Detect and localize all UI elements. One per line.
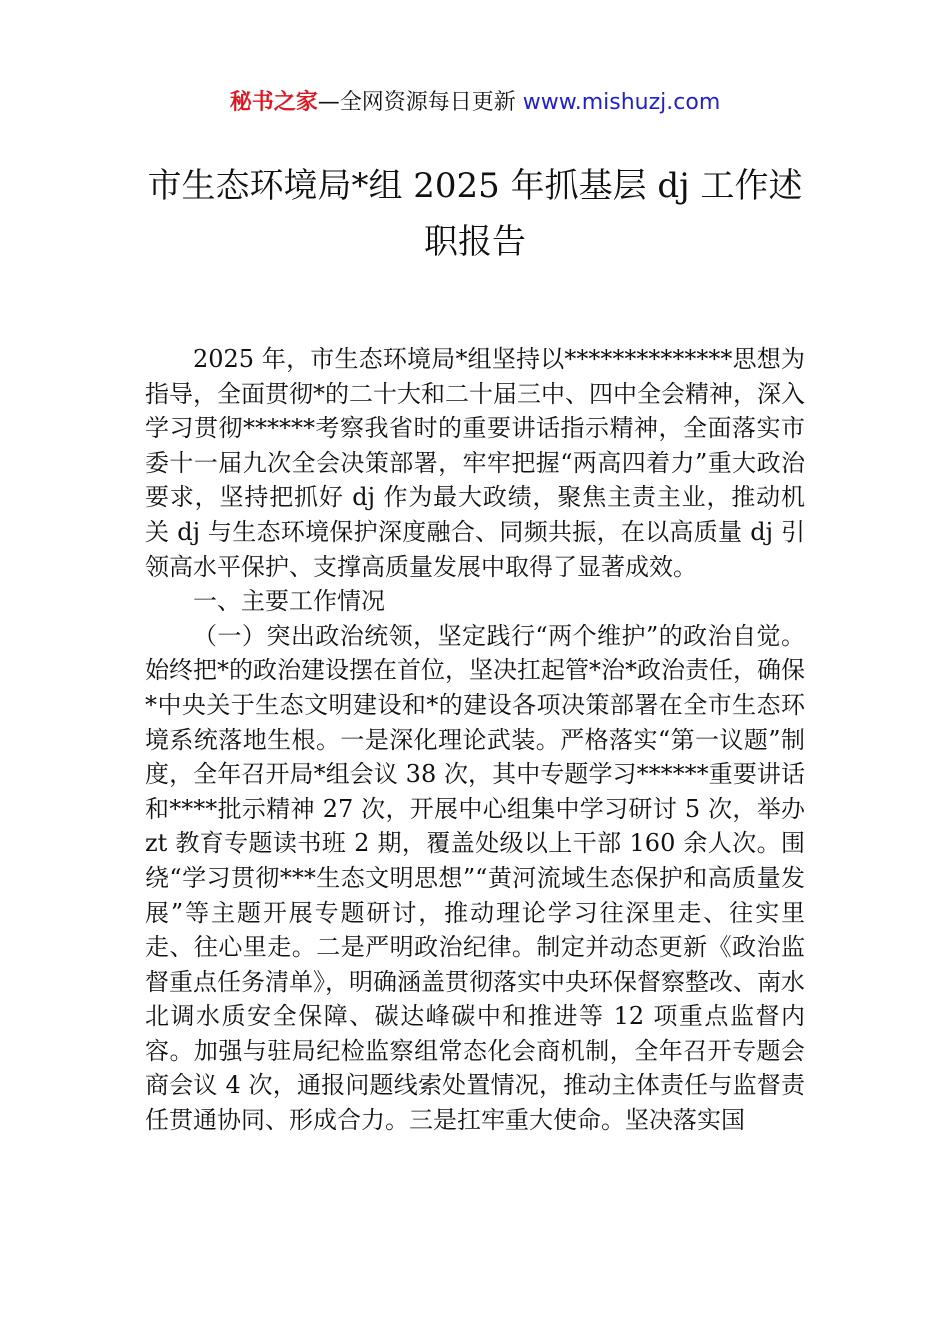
title-line-1: 市生态环境局*组 2025 年抓基层 dj 工作述 (147, 166, 803, 206)
intro-paragraph: 2025 年，市生态环境局*组坚持以**************思想为指导，全面贯彻*的二十大和二十届三中、四中全会精神，深入学习贯彻******考察我省时的重要讲话指示精神，全面落实市委十一届九次全会决策部署，牢牢把握“两高四着力”重大政治要求，坚持把抓好 dj 作为最大政绩，聚焦主责主业，推动机关 dj 与生态环境保护深度融合、同频共振，在以高质量 dj 引领高水平保护、支撑高质量发展中取得了显著成效。 (145, 345, 805, 581)
title-line-2: 职报告 (424, 222, 526, 262)
site-header (0, 88, 950, 118)
document-body (145, 342, 805, 1138)
section-heading: 一、主要工作情况 (193, 587, 385, 616)
site-url-link[interactable]: www.mishuzj.com (522, 90, 721, 115)
site-brand: 秘书之家 (229, 90, 318, 115)
site-tagline: —全网资源每日更新 (317, 90, 523, 115)
document-title (120, 158, 830, 270)
body-paragraph: （一）突出政治统领，坚定践行“两个维护”的政治自觉。始终把*的政治建设摆在首位，坚决扛起管*治*政治责任，确保*中央关于生态文明建设和*的建设各项决策部署在全市生态环境系统落地生根。一是深化理论武装。严格落实“第一议题”制度，全年召开局*组会议 38 次，其中专题学习******重要讲话和****批示精神 27 次，开展中心组集中学习研讨 5 次，举办 zt 教育专题读书班 2 期，覆盖处级以上干部 160 余人次。围绕“学习贯彻***生态文明思想”“黄河流域生态保护和高质量发展”等主题开展专题研讨，推动理论学习往深里走、往实里走、往心里走。二是严明政治纪律。制定并动态更新《政治监督重点任务清单》，明确涵盖贯彻落实中央环保督察整改、南水北调水质安全保障、碳达峰碳中和推进等 12 项重点监督内容。加强与驻局纪检监察组常态化会商机制，全年召开专题会商会议 4 次，通报问题线索处置情况，推动主体责任与监督责任贯通协同、形成合力。三是扛牢重大使命。坚决落实国 (145, 621, 805, 1135)
